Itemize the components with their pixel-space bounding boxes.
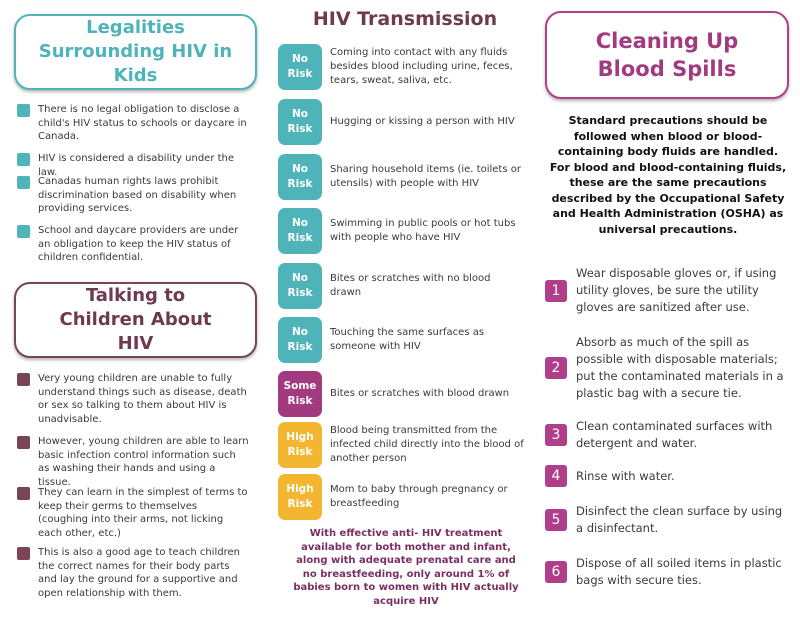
step-item — [545, 418, 790, 452]
transmission-note: With effective anti- HIV treatment available for both mother and infant, along with adequate prenatal care and no breastfeeding, only around 1% of babies born to women with HIV actually acquire HIV — [293, 528, 519, 607]
risk-row — [278, 263, 526, 309]
risk-row-text: Mom to baby through pregnancy or breastfeeding — [330, 484, 508, 509]
list-item — [17, 103, 250, 144]
risk-row — [278, 154, 526, 200]
risk-row — [278, 422, 526, 468]
plum-square-icon — [17, 487, 30, 500]
step-item — [545, 334, 790, 402]
cleaning-title-text: Cleaning Up Blood Spills — [595, 28, 739, 81]
list-item-text: Very young children are unable to fully understand things such as disease, death or sex so talking to them about HIV is unadvisable. — [38, 373, 247, 425]
list-item-text: School and daycare providers are under an obligation to keep the HIV status of children confidential. — [38, 225, 239, 263]
risk-badge: High Risk — [278, 422, 322, 468]
risk-row-text: Blood being transmitted from the infected child directly into the blood of another person — [330, 425, 524, 464]
risk-row — [278, 317, 526, 363]
plum-square-icon — [17, 373, 30, 386]
step-text: Absorb as much of the spill as possible with disposable materials; put the contaminated materials in a plastic bag with a secure tie. — [576, 335, 784, 400]
talking-title-text: Talking to Children About HIV — [59, 284, 212, 355]
cleaning-title — [545, 11, 789, 99]
step-number: 5 — [545, 509, 567, 531]
risk-badge: No Risk — [278, 99, 322, 145]
step-number: 3 — [545, 424, 567, 446]
risk-row-text: Sharing household items (ie. toilets or utensils) with people with HIV — [330, 164, 521, 189]
list-item-text: HIV is considered a disability under the law. — [38, 153, 235, 178]
risk-row-text: Swimming in public pools or hot tubs with people who have HIV — [330, 218, 516, 243]
risk-badge: No Risk — [278, 317, 322, 363]
risk-row — [278, 474, 526, 520]
step-item — [545, 555, 790, 589]
list-item — [17, 175, 250, 216]
risk-badge: No Risk — [278, 154, 322, 200]
plum-square-icon — [17, 436, 30, 449]
list-item — [17, 224, 250, 265]
list-item — [17, 435, 250, 489]
legalities-title-text: Legalities Surrounding HIV in Kids — [38, 16, 233, 87]
list-item-text: However, young children are able to learn basic infection control information such as washing their hands and using a tissue. — [38, 436, 249, 488]
list-item — [17, 486, 250, 540]
risk-row — [278, 208, 526, 254]
transmission-title: HIV Transmission — [312, 8, 498, 30]
list-item-text: This is also a good age to teach children the correct names for their body parts and lay the ground for a supportive and open relationship with them. — [38, 547, 240, 599]
step-text: Clean contaminated surfaces with detergent and water. — [576, 419, 773, 450]
step-number: 6 — [545, 561, 567, 583]
step-item — [545, 503, 790, 537]
list-item — [17, 546, 250, 600]
list-item — [17, 372, 250, 426]
list-item-text: They can learn in the simplest of terms to keep their germs to themselves (coughing into their arms, not licking each other, etc.) — [38, 487, 248, 539]
step-number: 2 — [545, 357, 567, 379]
cleaning-intro: Standard precautions should be followed when blood or blood- containing body fluids are handled. For blood and blood-containing fluids, these are the same precautions described by the Occupational Safety and Health Administration (OSHA) as universal precautions. — [549, 114, 787, 236]
step-number: 1 — [545, 280, 567, 302]
risk-badge: No Risk — [278, 263, 322, 309]
step-text: Disinfect the clean surface by using a disinfectant. — [576, 504, 783, 535]
teal-square-icon — [17, 153, 30, 166]
step-text: Wear disposable gloves or, if using utility gloves, be sure the utility gloves are sanitized after use. — [576, 266, 777, 314]
step-number: 4 — [545, 465, 567, 487]
risk-row — [278, 44, 526, 90]
risk-row — [278, 99, 526, 145]
risk-row-text: Touching the same surfaces as someone with HIV — [330, 327, 485, 352]
risk-badge: Some Risk — [278, 371, 322, 417]
step-item — [545, 265, 790, 316]
teal-square-icon — [17, 176, 30, 189]
list-item-text: Canadas human rights laws prohibit discrimination based on disability when providing services. — [38, 176, 237, 214]
step-text: Dispose of all soiled items in plastic bags with secure ties. — [576, 556, 782, 587]
list-item-text: There is no legal obligation to disclose a child's HIV status to schools or daycare in Canada. — [38, 104, 247, 142]
risk-badge: High Risk — [278, 474, 322, 520]
teal-square-icon — [17, 225, 30, 238]
step-item — [545, 465, 790, 487]
talking-title — [14, 282, 257, 358]
risk-row — [278, 371, 526, 417]
risk-badge: No Risk — [278, 208, 322, 254]
risk-row-text: Bites or scratches with blood drawn — [330, 388, 510, 399]
legalities-title — [14, 14, 257, 90]
step-text: Rinse with water. — [576, 468, 675, 483]
risk-row-text: Bites or scratches with no blood drawn — [330, 273, 491, 298]
risk-row-text: Coming into contact with any fluids besides blood including urine, feces, tears, sweat, saliva, etc. — [330, 47, 513, 86]
risk-row-text: Hugging or kissing a person with HIV — [330, 116, 515, 127]
teal-square-icon — [17, 104, 30, 117]
risk-badge: No Risk — [278, 44, 322, 90]
plum-square-icon — [17, 547, 30, 560]
